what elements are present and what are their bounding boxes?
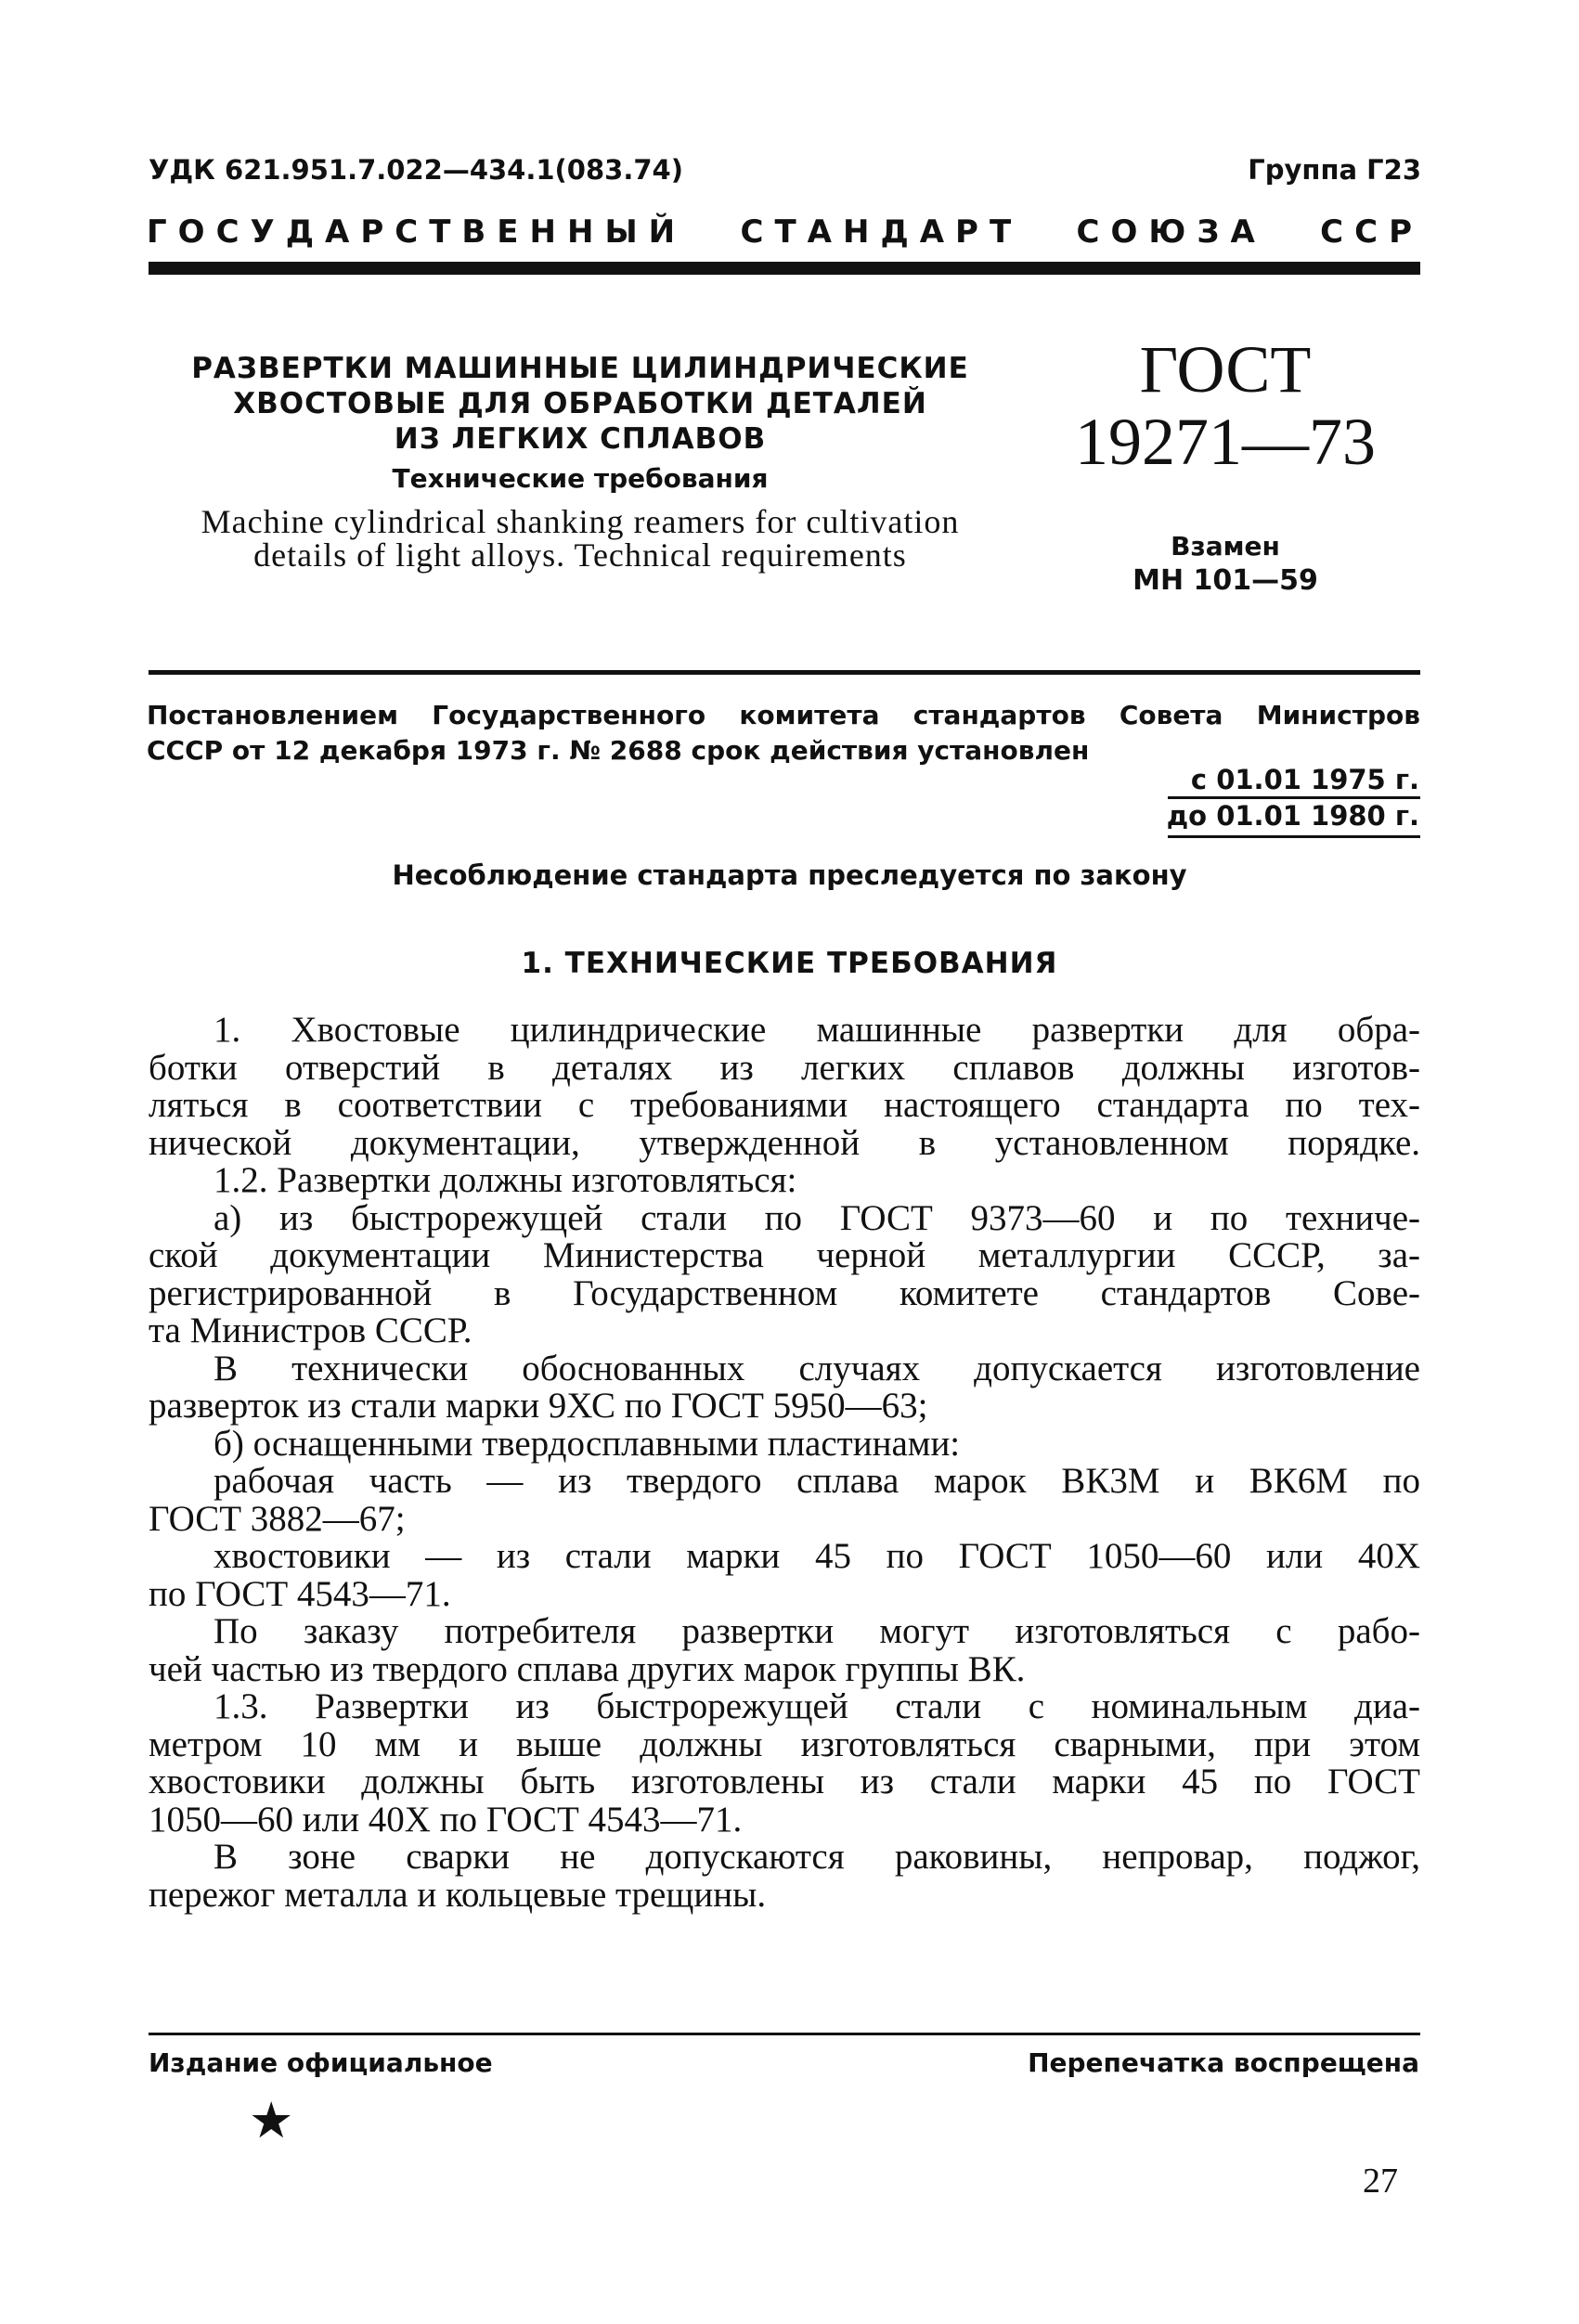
- date-rule: [1168, 835, 1420, 838]
- title-line: ИЗ ЛЕГКИХ СПЛАВОВ: [394, 422, 767, 456]
- body-line: а) из быстрорежущей стали по ГОСТ 9373—60 и по техниче-: [214, 1197, 1420, 1238]
- body-line: ляться в соответствии с требованиями настоящего стандарта по тех-: [149, 1085, 1420, 1125]
- body-line: разверток из стали марки 9ХС по ГОСТ 5950—63;: [149, 1386, 928, 1426]
- body-line: ской документации Министерства черной металлургии СССР, за-: [149, 1235, 1420, 1275]
- title-rule: [149, 670, 1420, 675]
- decree-word: Государственного: [432, 700, 706, 730]
- decree-word: Постановлением: [147, 700, 399, 730]
- replaces-value: МН 101—59: [1132, 564, 1318, 597]
- body-line: хвостовики — из стали марки 45 по ГОСТ 1050—60 или 40Х: [214, 1536, 1420, 1576]
- replaces-label: Взамен: [1171, 531, 1280, 562]
- star-icon: ★: [249, 2093, 294, 2149]
- body-line: нической документации, утвержденной в установленном порядке.: [149, 1122, 1420, 1163]
- state-standard-banner: [147, 213, 1423, 251]
- body-line: 1050—60 или 40Х по ГОСТ 4543—71.: [149, 1799, 743, 1840]
- title-ru: [162, 351, 998, 457]
- banner-word: СТАНДАРТ: [740, 213, 1023, 251]
- body-line: ГОСТ 3882—67;: [149, 1498, 406, 1539]
- reprint-notice: Перепечатка воспрещена: [1028, 2047, 1419, 2078]
- body-line: рабочая часть — из твердого сплава марок ВК3М и ВК6М по: [214, 1461, 1420, 1501]
- date-rule: [1168, 796, 1420, 799]
- body-line: пережог металла и кольцевые трещины.: [149, 1874, 767, 1915]
- page-number: 27: [1363, 2162, 1398, 2201]
- effective-to-date: до 01.01 1980 г.: [1166, 800, 1419, 832]
- group-code: Группа Г23: [1248, 154, 1421, 186]
- body-line: чей частью из твердого сплава других марок группы ВК.: [149, 1648, 1026, 1689]
- udk-code: УДК 621.951.7.022—434.1(083.74): [149, 154, 683, 186]
- decree-text: [147, 698, 1420, 768]
- body-line: 1. Хвостовые цилиндрические машинные развертки для обра-: [214, 1010, 1420, 1050]
- body-line: та Министров СССР.: [149, 1310, 472, 1350]
- title-en-line: Machine cylindrical shanking reamers for cultivation: [201, 503, 960, 540]
- body-line: ботки отверстий в деталях из легких сплавов должны изготов-: [149, 1047, 1420, 1088]
- footer-rule: [149, 2033, 1420, 2035]
- gost-number: 19271—73: [1075, 405, 1376, 479]
- gost-label: ГОСТ: [1139, 332, 1312, 407]
- decree-word: Министров: [1256, 700, 1420, 730]
- section-title: 1. ТЕХНИЧЕСКИЕ ТРЕБОВАНИЯ: [521, 947, 1058, 980]
- body-line: б) оснащенными твердосплавными пластинами:: [214, 1423, 961, 1464]
- decree-word: стандартов: [912, 700, 1086, 730]
- decree-word: комитета: [739, 700, 880, 730]
- body-line: регистрированной в Государственном комитете стандартов Сове-: [149, 1272, 1420, 1313]
- subtitle-ru: Технические требования: [392, 463, 769, 494]
- body-line: 1.2. Развертки должны изготовляться:: [214, 1160, 797, 1200]
- title-en: [162, 505, 998, 572]
- decree-line: [147, 698, 1420, 733]
- body-text: [149, 1012, 1420, 1914]
- body-line: метром 10 мм и выше должны изготовляться сварными, при этом: [149, 1724, 1420, 1764]
- body-line: В технически обоснованных случаях допускается изготовление: [214, 1348, 1420, 1388]
- title-block: [162, 351, 998, 572]
- banner-word: ССР: [1320, 213, 1423, 251]
- title-en-line: details of light alloys. Technical requirements: [253, 536, 907, 574]
- decree-line: СССР от 12 декабря 1973 г. № 2688 срок действия установлен: [147, 735, 1090, 766]
- edition-label: Издание официальное: [149, 2047, 493, 2078]
- body-line: По заказу потребителя развертки могут изготовляться с рабо-: [214, 1611, 1420, 1651]
- penalty-notice: Несоблюдение стандарта преследуется по закону: [392, 859, 1187, 891]
- banner-word: ГОСУДАРСТВЕННЫЙ: [147, 213, 687, 251]
- header-rule: [149, 262, 1420, 275]
- title-line: РАЗВЕРТКИ МАШИННЫЕ ЦИЛИНДРИЧЕСКИЕ: [191, 352, 969, 385]
- body-line: по ГОСТ 4543—71.: [149, 1573, 451, 1614]
- effective-from-date: с 01.01 1975 г.: [1190, 764, 1419, 795]
- title-line: ХВОСТОВЫЕ ДЛЯ ОБРАБОТКИ ДЕТАЛЕЙ: [233, 387, 927, 420]
- body-line: хвостовики должны быть изготовлены из стали марки 45 по ГОСТ: [149, 1762, 1420, 1801]
- body-line: В зоне сварки не допускаются раковины, непровар, поджог,: [214, 1837, 1420, 1877]
- banner-word: СОЮЗА: [1076, 213, 1266, 251]
- body-line: 1.3. Развертки из быстрорежущей стали с номинальным диа-: [214, 1686, 1420, 1726]
- decree-word: Совета: [1119, 700, 1223, 730]
